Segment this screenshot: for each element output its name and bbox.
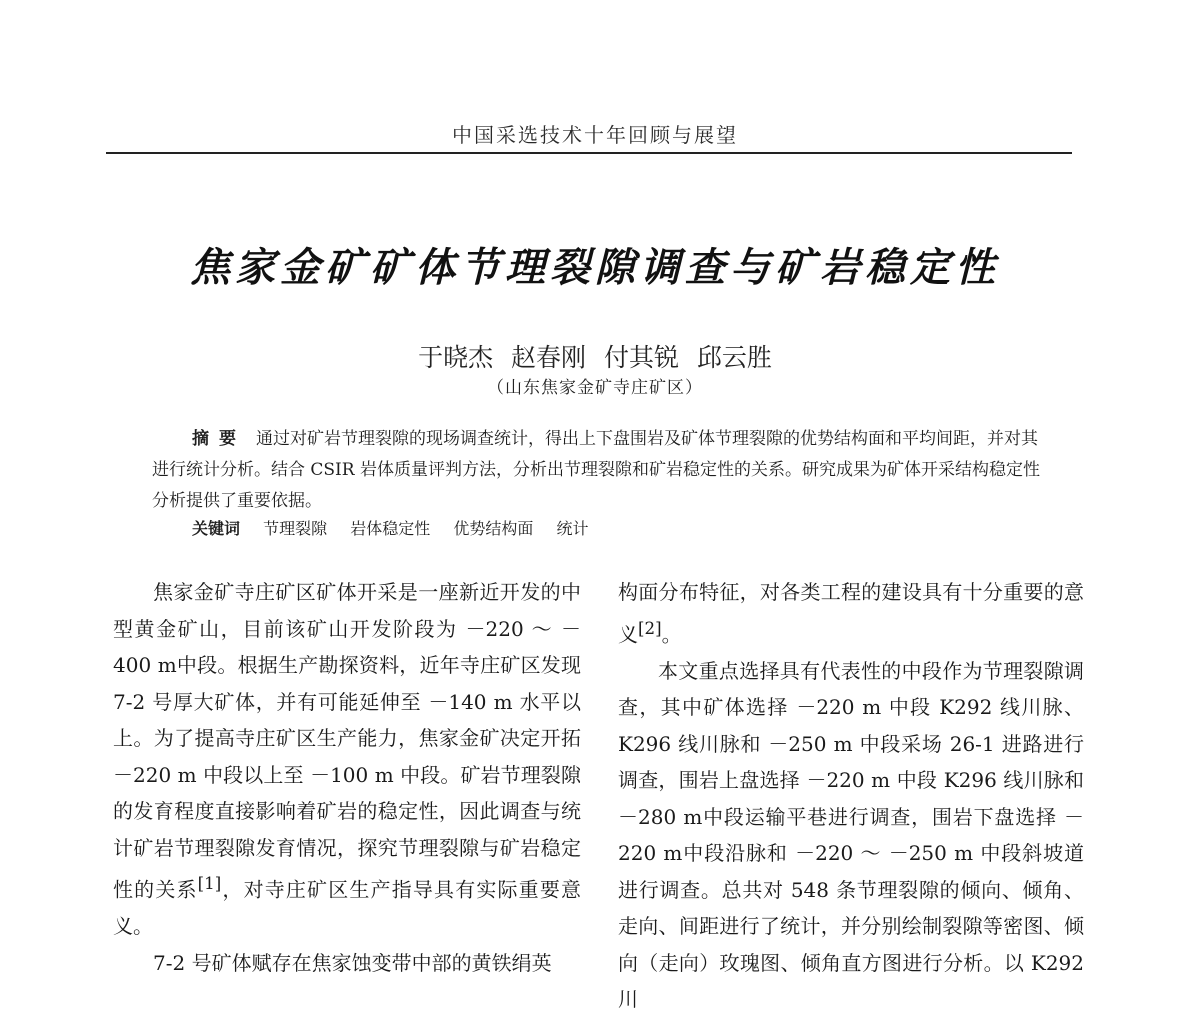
running-head: 中国采选技术十年回顾与展望 <box>452 123 738 147</box>
body-paragraph: 7-2 号矿体赋存在焦家蚀变带中部的黄铁绢英 <box>153 950 552 975</box>
keyword: 节理裂隙 <box>263 519 328 538</box>
header-rule <box>106 152 1072 154</box>
paragraph-text: 焦家金矿寺庄矿区矿体开采是一座新近开发的中型黄金矿山，目前该矿山开发阶段为 －220 ～ －400 m中段。根据生产勘探资料，近年寺庄矿区发现7-2 号厚大矿体，并有可能延伸至 －140 m 水平以上。为了提高寺庄矿区生产能力，焦家金矿决定开拓 －220 m 中段以上至 －100 m 中段。矿岩节理裂隙的发育程度直接影响着矿岩的稳定性，因此调查与统计矿岩节理裂隙发育情况，探究节理裂隙与矿岩稳定性的关系 <box>113 580 581 902</box>
paper-title: 焦家金矿矿体节理裂隙调查与矿岩稳定性 <box>190 244 1000 291</box>
citation: [2] <box>638 618 662 638</box>
citation: [1] <box>197 874 222 893</box>
abstract-text: 通过对矿岩节理裂隙的现场调查统计，得出上下盘围岩及矿体节理裂隙的优势结构面和平均间距，并对其进行统计分析。结合 CSIR 岩体质量评判方法，分析出节理裂隙和矿岩稳定性的关系。研究成果为矿体开采结构稳定性分析提供了重要依据。 <box>152 429 1040 511</box>
paper-authors: 于晓杰 赵春刚 付其锐 邱云胜 <box>418 343 772 372</box>
paper-affiliation: （山东焦家金矿寺庄矿区） <box>487 378 703 398</box>
keyword: 优势结构面 <box>453 519 534 538</box>
paragraph-text: ，对寺庄矿区生产指导具有实际重要意义。 <box>113 877 582 939</box>
abstract-label: 摘要 <box>192 429 246 449</box>
left-column <box>113 574 581 981</box>
paragraph-text: 构面分布特征，对各类工程的建设具有十分重要的意义 <box>618 580 1084 647</box>
right-column <box>618 574 1084 1018</box>
body-paragraph <box>618 574 1084 653</box>
paragraph-text: 。 <box>661 622 682 647</box>
abstract <box>152 424 1042 517</box>
keyword: 统计 <box>556 519 589 538</box>
keywords <box>192 516 606 539</box>
keyword: 岩体稳定性 <box>350 519 431 538</box>
body-paragraph <box>113 574 581 945</box>
body-paragraph: 本文重点选择具有代表性的中段作为节理裂隙调查，其中矿体选择 －220 m 中段 K292 线川脉、K296 线川脉和 －250 m 中段采场 26-1 进路进行调查，围岩上盘选择 －220 m 中段 K296 线川脉和 －280 m中段运输平巷进行调查，围岩下盘选择 －220 m中段沿脉和 －220 ～ －250 m 中段斜坡道进行调查。总共对 548 条节理裂隙的倾向、倾角、走向、间距进行了统计，并分别绘制裂隙等密图、倾向（走向）玫瑰图、倾角直方图进行分析。以 K292 川 <box>618 658 1084 1012</box>
keywords-label: 关键词 <box>192 519 241 538</box>
